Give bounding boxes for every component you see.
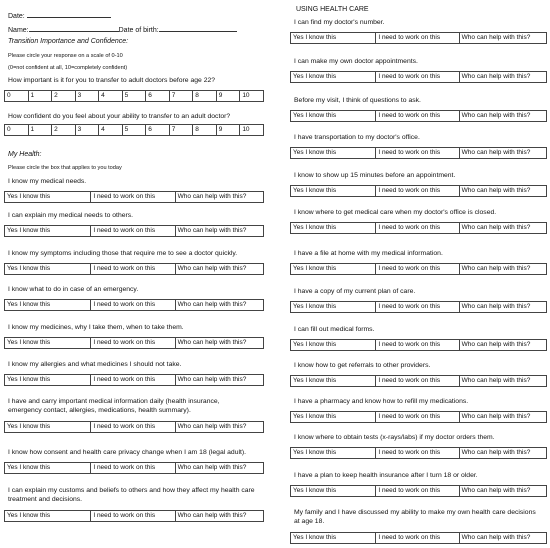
scale-cell[interactable]: 7 <box>169 91 193 102</box>
question-line: I have a plan to keep health insurance after I turn 18 or older. <box>294 472 478 479</box>
option-who-can-help[interactable]: Who can help with this? <box>461 187 531 194</box>
response-options <box>290 447 547 459</box>
question-text <box>294 471 478 480</box>
dob-field[interactable] <box>159 24 237 32</box>
option-work-on[interactable]: I need to work on this <box>376 72 459 82</box>
option-know[interactable]: Yes I know this <box>5 511 91 521</box>
response-options <box>290 110 547 122</box>
health-heading: My Health: <box>8 151 42 158</box>
option-know[interactable]: Yes I know this <box>291 533 376 543</box>
response-options <box>290 185 547 197</box>
question-text <box>8 285 138 294</box>
option-know[interactable]: Yes I know this <box>5 463 91 473</box>
question-text <box>294 287 415 296</box>
option-know[interactable]: Yes I know this <box>291 186 376 196</box>
option-know[interactable]: Yes I know this <box>291 376 376 386</box>
question-line: I know how to get referrals to other providers. <box>294 362 431 369</box>
importance-question: How important is it for you to transfer to adult doctors before age 22? <box>8 77 216 84</box>
dob-label: Date of birth: <box>118 27 159 34</box>
question-line: I know my allergies and what medicines I should not take. <box>8 361 182 368</box>
date-row <box>8 10 111 20</box>
option-work-on[interactable]: I need to work on this <box>376 376 459 386</box>
option-work-on[interactable]: I need to work on this <box>376 223 459 233</box>
option-who-can-help[interactable]: Who can help with this? <box>177 193 247 200</box>
option-who-can-help[interactable]: Who can help with this? <box>461 487 531 494</box>
question-line: I can fill out medical forms. <box>294 326 375 333</box>
question-line: I know to show up 15 minutes before an appointment. <box>294 172 456 179</box>
scale-cell[interactable]: 2 <box>52 91 76 102</box>
option-who-can-help[interactable]: Who can help with this? <box>461 73 531 80</box>
question-line: I have transportation to my doctor's office. <box>294 134 420 141</box>
importance-scale <box>4 90 264 102</box>
question-line: I have a file at home with my medical information. <box>294 250 443 257</box>
question-text <box>294 96 421 105</box>
option-who-can-help[interactable]: Who can help with this? <box>177 301 247 308</box>
option-who-can-help[interactable]: Who can help with this? <box>177 464 247 471</box>
scale-cell[interactable]: 9 <box>216 125 240 136</box>
option-who-can-help[interactable]: Who can help with this? <box>461 149 531 156</box>
option-who-can-help[interactable]: Who can help with this? <box>177 227 247 234</box>
option-work-on[interactable]: I need to work on this <box>376 33 459 43</box>
response-options <box>290 263 547 275</box>
scale-cell[interactable]: 0 <box>5 91 29 102</box>
scale-cell[interactable]: 5 <box>122 91 146 102</box>
date-label: Date: <box>8 13 25 20</box>
option-work-on[interactable]: I need to work on this <box>91 226 175 236</box>
response-options <box>4 374 264 386</box>
option-who-can-help[interactable]: Who can help with this? <box>177 512 247 519</box>
question-text <box>8 211 133 220</box>
health-instruction: Please circle the box that applies to you today <box>8 165 122 171</box>
question-text <box>294 433 495 442</box>
question-line: Before my visit, I think of questions to ask. <box>294 97 421 104</box>
response-options <box>290 532 547 544</box>
option-work-on[interactable]: I need to work on this <box>91 463 175 473</box>
option-who-can-help[interactable]: Who can help with this? <box>461 265 531 272</box>
option-who-can-help[interactable]: Who can help with this? <box>461 377 531 384</box>
option-who-can-help[interactable]: Who can help with this? <box>461 449 531 456</box>
scale-cell[interactable]: 1 <box>28 91 52 102</box>
response-options <box>290 147 547 159</box>
question-line: My family and I have discussed my ability to make my own health care decisions <box>294 509 536 516</box>
question-line: I can explain my medical needs to others. <box>8 212 134 219</box>
option-who-can-help[interactable]: Who can help with this? <box>461 534 531 541</box>
question-text <box>294 171 455 180</box>
option-know[interactable]: Yes I know this <box>291 448 376 458</box>
scale-cell[interactable]: 1 <box>28 125 52 136</box>
transition-heading: Transition Importance and Confidence: <box>8 38 129 45</box>
option-know[interactable]: Yes I know this <box>5 375 91 385</box>
option-know[interactable]: Yes I know this <box>291 412 376 422</box>
option-work-on[interactable]: I need to work on this <box>376 340 459 350</box>
question-text <box>294 57 418 66</box>
question-line: I can explain my customs and beliefs to others and how they affect my health care <box>8 487 255 494</box>
question-line: I know what to do in case of an emergency. <box>8 286 139 293</box>
question-text <box>294 18 384 27</box>
question-line: I have a pharmacy and know how to refill my medications. <box>294 398 469 405</box>
question-text <box>294 325 374 334</box>
response-options <box>290 71 547 83</box>
response-options <box>4 299 264 311</box>
response-options <box>290 32 547 44</box>
response-options <box>290 301 547 313</box>
scale-cell[interactable]: 3 <box>75 125 99 136</box>
scale-cell[interactable]: 7 <box>169 125 193 136</box>
option-know[interactable]: Yes I know this <box>291 111 376 121</box>
question-line: I know where to obtain tests (x-rays/labs) if my doctor orders them. <box>294 434 495 441</box>
option-work-on[interactable]: I need to work on this <box>376 486 459 496</box>
scale-cell[interactable]: 3 <box>75 91 99 102</box>
response-options <box>4 510 264 522</box>
option-who-can-help[interactable]: Who can help with this? <box>177 423 247 430</box>
response-options <box>4 462 264 474</box>
question-line: I know my symptoms including those that require me to see a doctor quickly. <box>8 250 238 257</box>
response-options <box>290 485 547 497</box>
question-text <box>294 249 443 258</box>
name-field[interactable] <box>29 24 119 32</box>
option-know[interactable]: Yes I know this <box>291 223 376 233</box>
option-work-on[interactable]: I need to work on this <box>91 511 175 521</box>
option-who-can-help[interactable]: Who can help with this? <box>461 112 531 119</box>
option-know[interactable]: Yes I know this <box>5 422 91 432</box>
option-who-can-help[interactable]: Who can help with this? <box>177 265 247 272</box>
scale-instruction: Please circle your response on a scale of 0-10 <box>8 53 123 59</box>
option-work-on[interactable]: I need to work on this <box>91 264 175 274</box>
scale-cell[interactable]: 0 <box>5 125 29 136</box>
question-line: I know my medicines, why I take them, when to take them. <box>8 324 184 331</box>
scale-cell[interactable]: 10 <box>240 91 264 102</box>
option-know[interactable]: Yes I know this <box>291 264 376 274</box>
option-know[interactable]: Yes I know this <box>291 33 376 43</box>
question-text <box>294 508 536 526</box>
question-line: I can make my own doctor appointments. <box>294 58 418 65</box>
response-options <box>4 263 264 275</box>
option-know[interactable]: Yes I know this <box>291 302 376 312</box>
name-label: Name: <box>8 27 29 34</box>
question-text <box>294 208 496 217</box>
question-line: I can find my doctor's number. <box>294 19 385 26</box>
option-work-on[interactable]: I need to work on this <box>376 533 459 543</box>
date-field[interactable] <box>27 10 111 18</box>
option-know[interactable]: Yes I know this <box>5 300 91 310</box>
option-know[interactable]: Yes I know this <box>291 148 376 158</box>
scale-cell[interactable]: 6 <box>146 91 170 102</box>
option-work-on[interactable]: I need to work on this <box>376 448 459 458</box>
question-text <box>8 177 86 186</box>
question-text <box>8 397 220 415</box>
using-health-care-heading: USING HEALTH CARE <box>296 6 369 13</box>
confidence-scale <box>4 124 264 136</box>
confidence-question: How confident do you feel about your ability to transfer to an adult doctor? <box>8 113 231 120</box>
option-who-can-help[interactable]: Who can help with this? <box>461 413 531 420</box>
option-who-can-help[interactable]: Who can help with this? <box>461 303 531 310</box>
scale-cell[interactable]: 9 <box>216 91 240 102</box>
option-work-on[interactable]: I need to work on this <box>376 264 459 274</box>
option-work-on[interactable]: I need to work on this <box>91 375 175 385</box>
option-know[interactable]: Yes I know this <box>291 72 376 82</box>
question-text <box>8 360 181 369</box>
question-line: treatment and decisions. <box>8 496 83 503</box>
question-line: I know my medical needs. <box>8 178 87 185</box>
option-know[interactable]: Yes I know this <box>291 340 376 350</box>
question-text <box>294 133 420 142</box>
scale-cell[interactable]: 4 <box>99 91 123 102</box>
option-work-on[interactable]: I need to work on this <box>91 422 175 432</box>
option-know[interactable]: Yes I know this <box>5 192 91 202</box>
option-know[interactable]: Yes I know this <box>5 264 91 274</box>
response-options <box>4 337 264 349</box>
option-who-can-help[interactable]: Who can help with this? <box>177 376 247 383</box>
question-line: I have a copy of my current plan of care. <box>294 288 416 295</box>
scale-cell[interactable]: 6 <box>146 125 170 136</box>
option-work-on[interactable]: I need to work on this <box>376 412 459 422</box>
scale-cell[interactable]: 8 <box>193 125 217 136</box>
response-options <box>290 411 547 423</box>
question-text <box>8 486 255 504</box>
response-options <box>290 222 547 234</box>
option-know[interactable]: Yes I know this <box>5 226 91 236</box>
response-options <box>290 375 547 387</box>
response-options <box>4 421 264 433</box>
option-who-can-help[interactable]: Who can help with this? <box>461 224 531 231</box>
option-know[interactable]: Yes I know this <box>291 486 376 496</box>
question-line: emergency contact, allergies, medications, health summary). <box>8 407 191 414</box>
scale-legend: (0=not confident at all, 10=completely confident) <box>8 65 128 71</box>
scale-cell[interactable]: 8 <box>193 91 217 102</box>
option-work-on[interactable]: I need to work on this <box>91 192 175 202</box>
option-work-on[interactable]: I need to work on this <box>91 300 175 310</box>
option-know[interactable]: Yes I know this <box>5 338 91 348</box>
option-who-can-help[interactable]: Who can help with this? <box>177 339 247 346</box>
response-options <box>290 339 547 351</box>
option-work-on[interactable]: I need to work on this <box>376 186 459 196</box>
question-line: I know where to get medical care when my doctor's office is closed. <box>294 209 497 216</box>
option-who-can-help[interactable]: Who can help with this? <box>461 341 531 348</box>
option-work-on[interactable]: I need to work on this <box>91 338 175 348</box>
option-work-on[interactable]: I need to work on this <box>376 302 459 312</box>
question-text <box>294 361 430 370</box>
option-work-on[interactable]: I need to work on this <box>376 148 459 158</box>
scale-cell[interactable]: 10 <box>240 125 264 136</box>
scale-cell[interactable]: 2 <box>52 125 76 136</box>
question-text <box>294 397 468 406</box>
option-who-can-help[interactable]: Who can help with this? <box>461 34 531 41</box>
name-row <box>8 24 237 34</box>
option-work-on[interactable]: I need to work on this <box>376 111 459 121</box>
scale-cell[interactable]: 4 <box>99 125 123 136</box>
response-options <box>4 191 264 203</box>
question-text <box>8 323 184 332</box>
question-text <box>8 249 237 258</box>
question-line: at age 18. <box>294 518 325 525</box>
scale-cell[interactable]: 5 <box>122 125 146 136</box>
question-line: I have and carry important medical information daily (health insurance, <box>8 398 220 405</box>
question-text <box>8 448 246 457</box>
question-line: I know how consent and health care privacy change when I am 18 (legal adult). <box>8 449 247 456</box>
response-options <box>4 225 264 237</box>
